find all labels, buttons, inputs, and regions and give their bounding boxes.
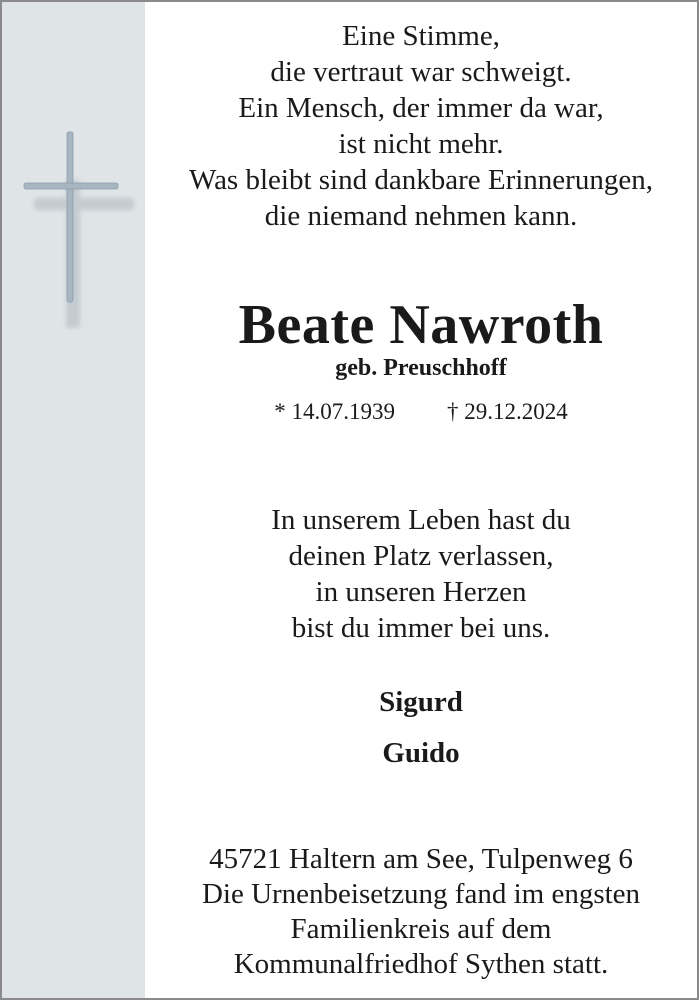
deceased-name: Beate Nawroth: [238, 294, 604, 356]
address-line: Die Urnenbeisetzung fand im engsten: [201, 878, 641, 910]
verse-line: In unserem Leben hast du: [271, 504, 571, 536]
death-date: † 29.12.2024: [447, 399, 568, 424]
verse-line: bist du immer bei uns.: [291, 612, 551, 644]
maiden-name: geb. Preuschhoff: [335, 355, 507, 381]
side-band: [2, 2, 145, 998]
cross-icon: [20, 130, 140, 330]
verse-line: Ein Mensch, der immer da war,: [238, 92, 604, 124]
address-block: [145, 842, 697, 982]
middle-verse: [145, 502, 697, 646]
verse-line: die vertraut war schweigt.: [270, 56, 572, 88]
verse-line: die niemand nehmen kann.: [264, 200, 578, 232]
verse-line: Eine Stimme,: [342, 20, 500, 52]
birth-date: * 14.07.1939: [274, 399, 395, 424]
verse-line: ist nicht mehr.: [338, 128, 504, 160]
opening-verse: [145, 18, 697, 234]
verse-line: deinen Platz verlassen,: [288, 540, 554, 572]
mourner-name: Sigurd: [379, 686, 463, 718]
address-line: Familienkreis auf dem: [290, 913, 552, 945]
obituary-content: [145, 2, 697, 998]
address-line: 45721 Haltern am See, Tulpenweg 6: [209, 843, 633, 875]
verse-line: Was bleibt sind dankbare Erinnerungen,: [189, 164, 653, 196]
mourner-name: Guido: [382, 737, 460, 769]
address-line: Kommunalfriedhof Sythen statt.: [233, 948, 609, 980]
life-dates: [145, 396, 697, 428]
verse-line: in unseren Herzen: [315, 576, 527, 608]
